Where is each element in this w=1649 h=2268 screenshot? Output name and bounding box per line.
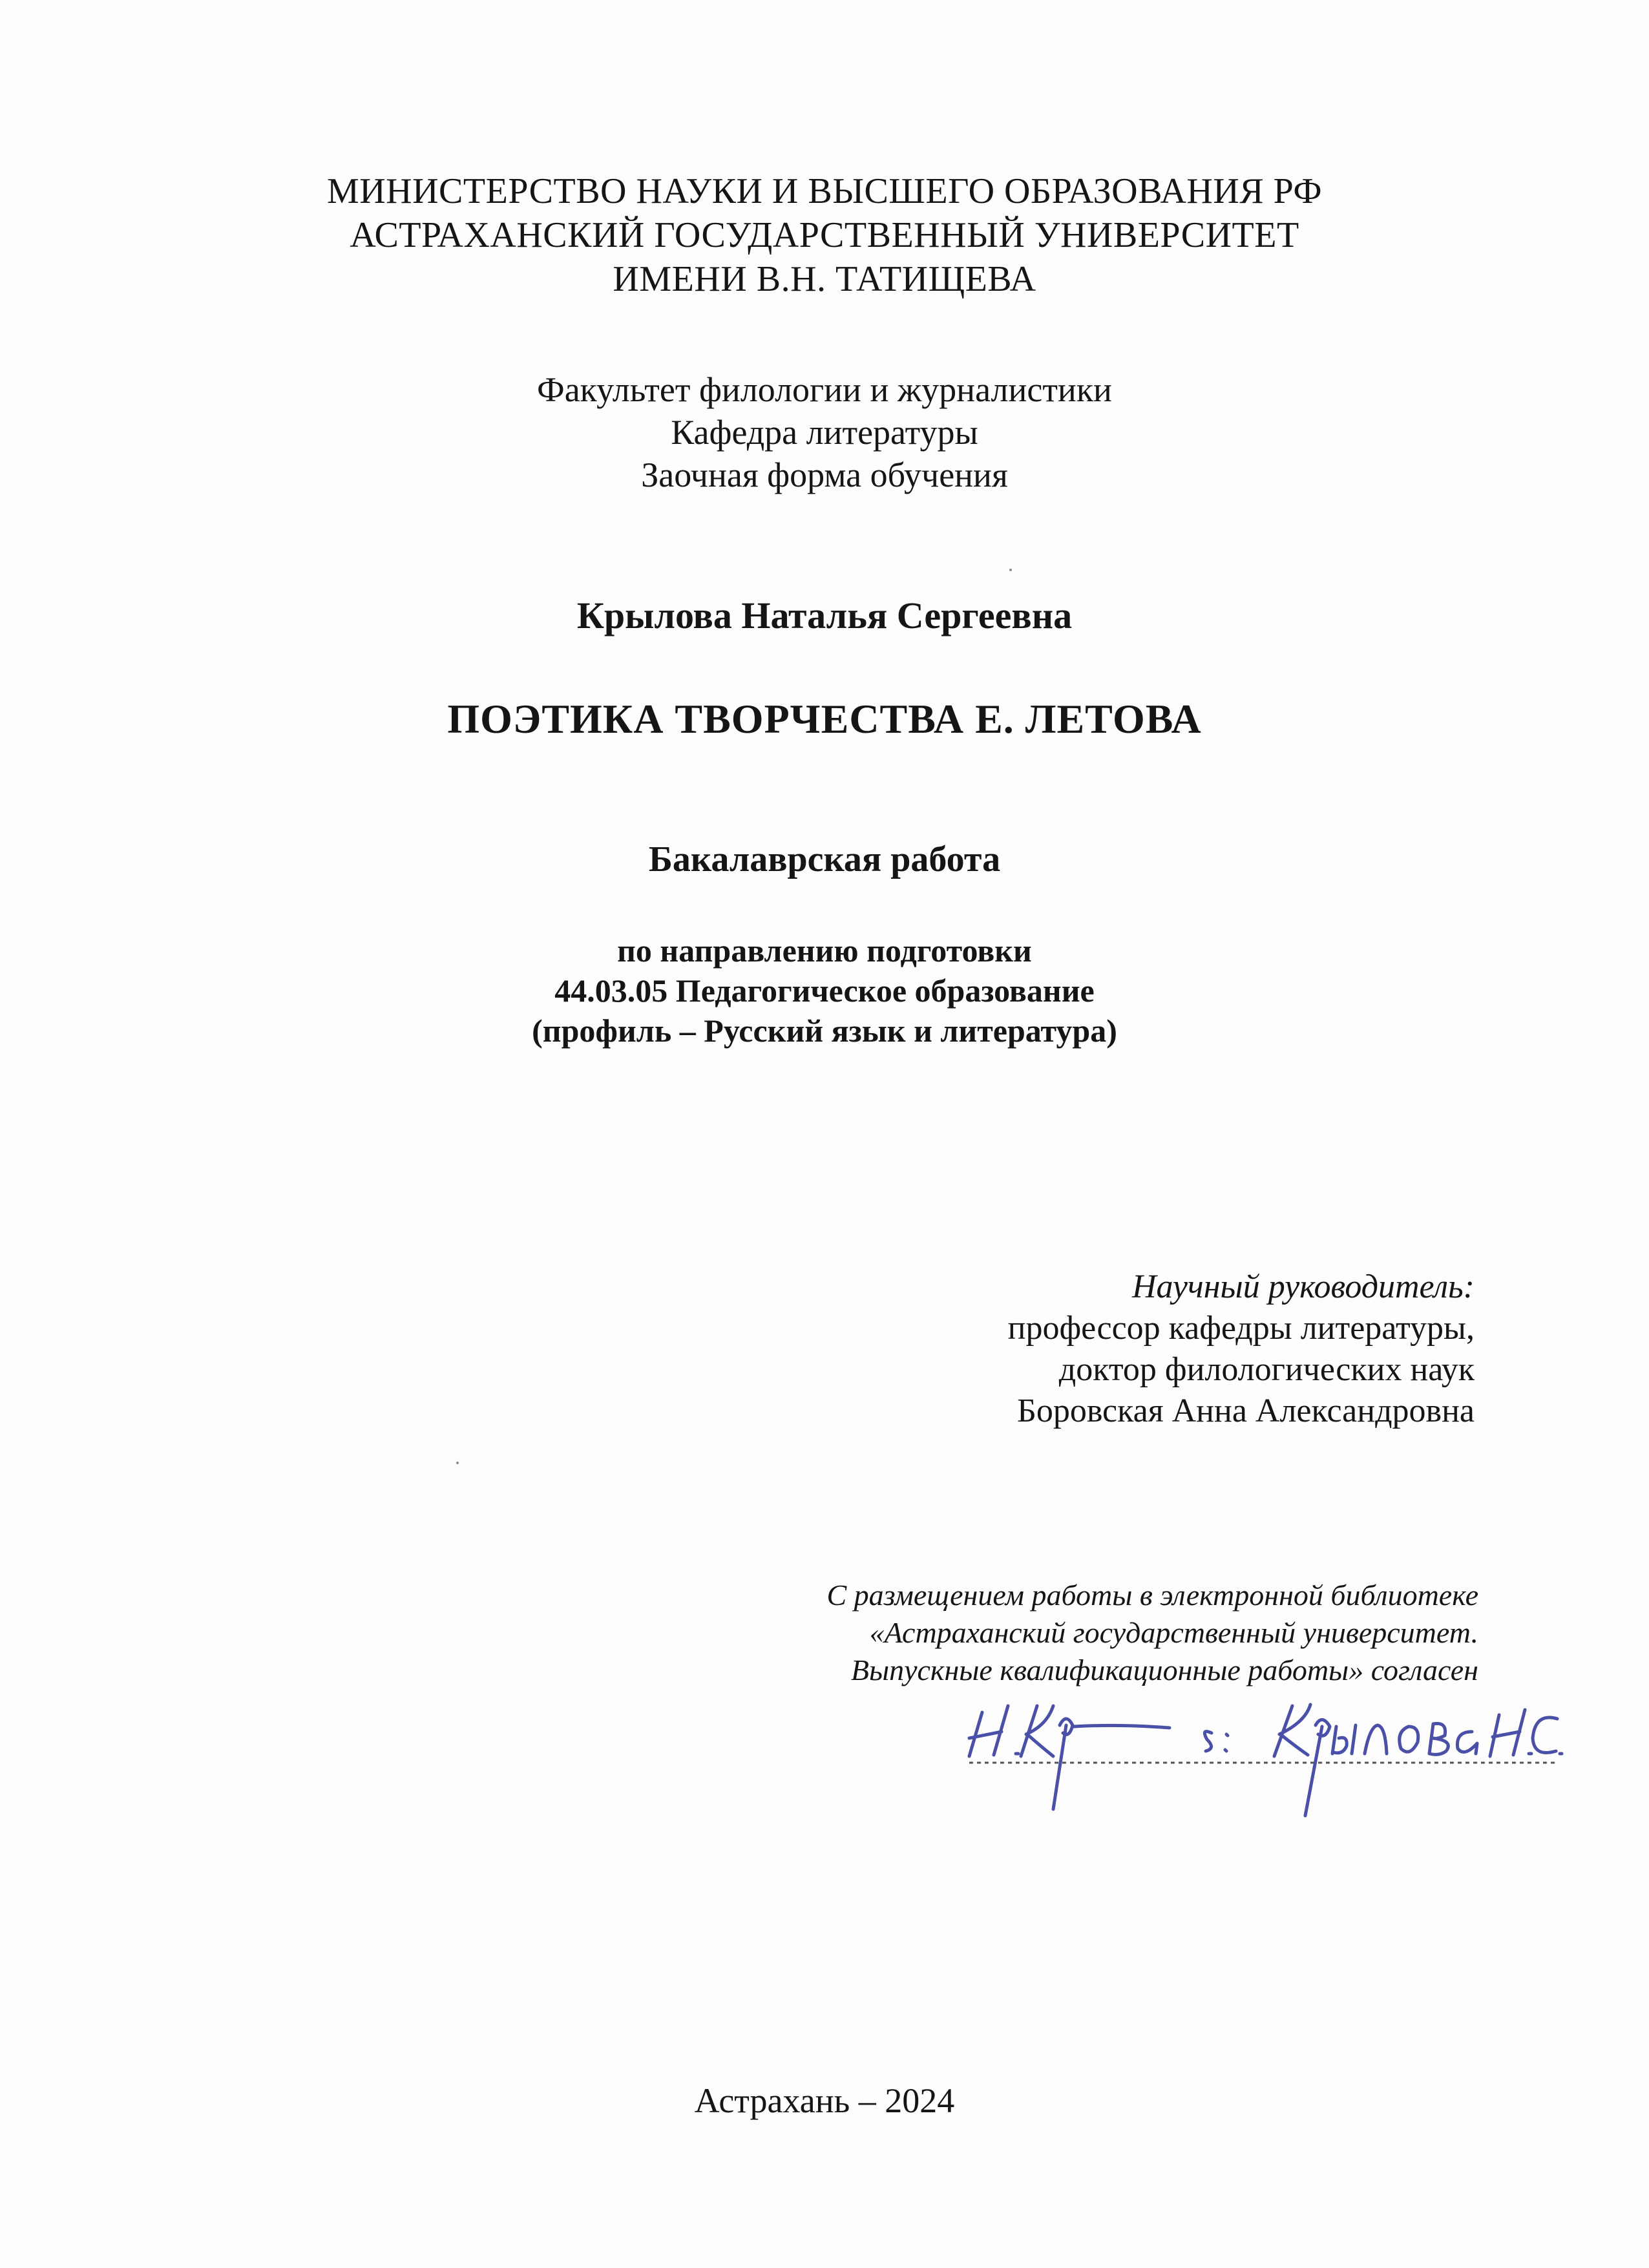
supervisor-degree: доктор филологических наук (1058, 1351, 1475, 1388)
header-line-university: АСТРАХАНСКИЙ ГОСУДАРСТВЕННЫЙ УНИВЕРСИТЕТ (350, 215, 1299, 255)
scan-speck (456, 1462, 459, 1464)
library-consent (827, 1577, 1479, 1689)
supervisor-block (1008, 1266, 1475, 1432)
place-and-year: Астрахань – 2024 (694, 2081, 955, 2120)
supervisor-role: Научный руководитель: (1131, 1268, 1475, 1305)
header-line-named-after: ИМЕНИ В.Н. ТАТИЩЕВА (613, 259, 1036, 299)
consent-line-3: Выпускные квалификационные работы» согласен (850, 1654, 1478, 1686)
study-direction (0, 930, 1649, 1051)
consent-line-1: С размещением работы в электронной библиотеке (826, 1579, 1478, 1612)
study-form: Заочная форма обучения (641, 456, 1008, 494)
author-name: Крылова Наталья Сергеевна (576, 594, 1073, 636)
department-name: Кафедра литературы (671, 413, 978, 452)
direction-profile: (профиль – Русский язык и литература) (532, 1013, 1117, 1049)
direction-intro: по направлению подготовки (617, 932, 1032, 969)
work-type: Бакалаврская работа (648, 839, 1001, 879)
scan-speck (1009, 569, 1012, 571)
signature-strokes (969, 1705, 1562, 1816)
faculty-info (0, 368, 1649, 496)
signature-drawing (956, 1686, 1564, 1822)
faculty-name: Факультет филологии и журналистики (537, 370, 1112, 409)
supervisor-name: Боровская Анна Александровна (1016, 1392, 1475, 1429)
thesis-title: ПОЭТИКА ТВОРЧЕСТВА Е. ЛЕТОВА (447, 696, 1202, 742)
supervisor-position: профессор кафедры литературы, (1007, 1310, 1475, 1347)
handwritten-signature (956, 1686, 1564, 1822)
direction-code: 44.03.05 Педагогическое образование (554, 972, 1095, 1009)
ministry-header (0, 169, 1649, 301)
consent-line-2: «Астраханский государственный университет. (869, 1616, 1478, 1649)
header-line-ministry: МИНИСТЕРСТВО НАУКИ И ВЫСШЕГО ОБРАЗОВАНИЯ РФ (326, 171, 1323, 211)
